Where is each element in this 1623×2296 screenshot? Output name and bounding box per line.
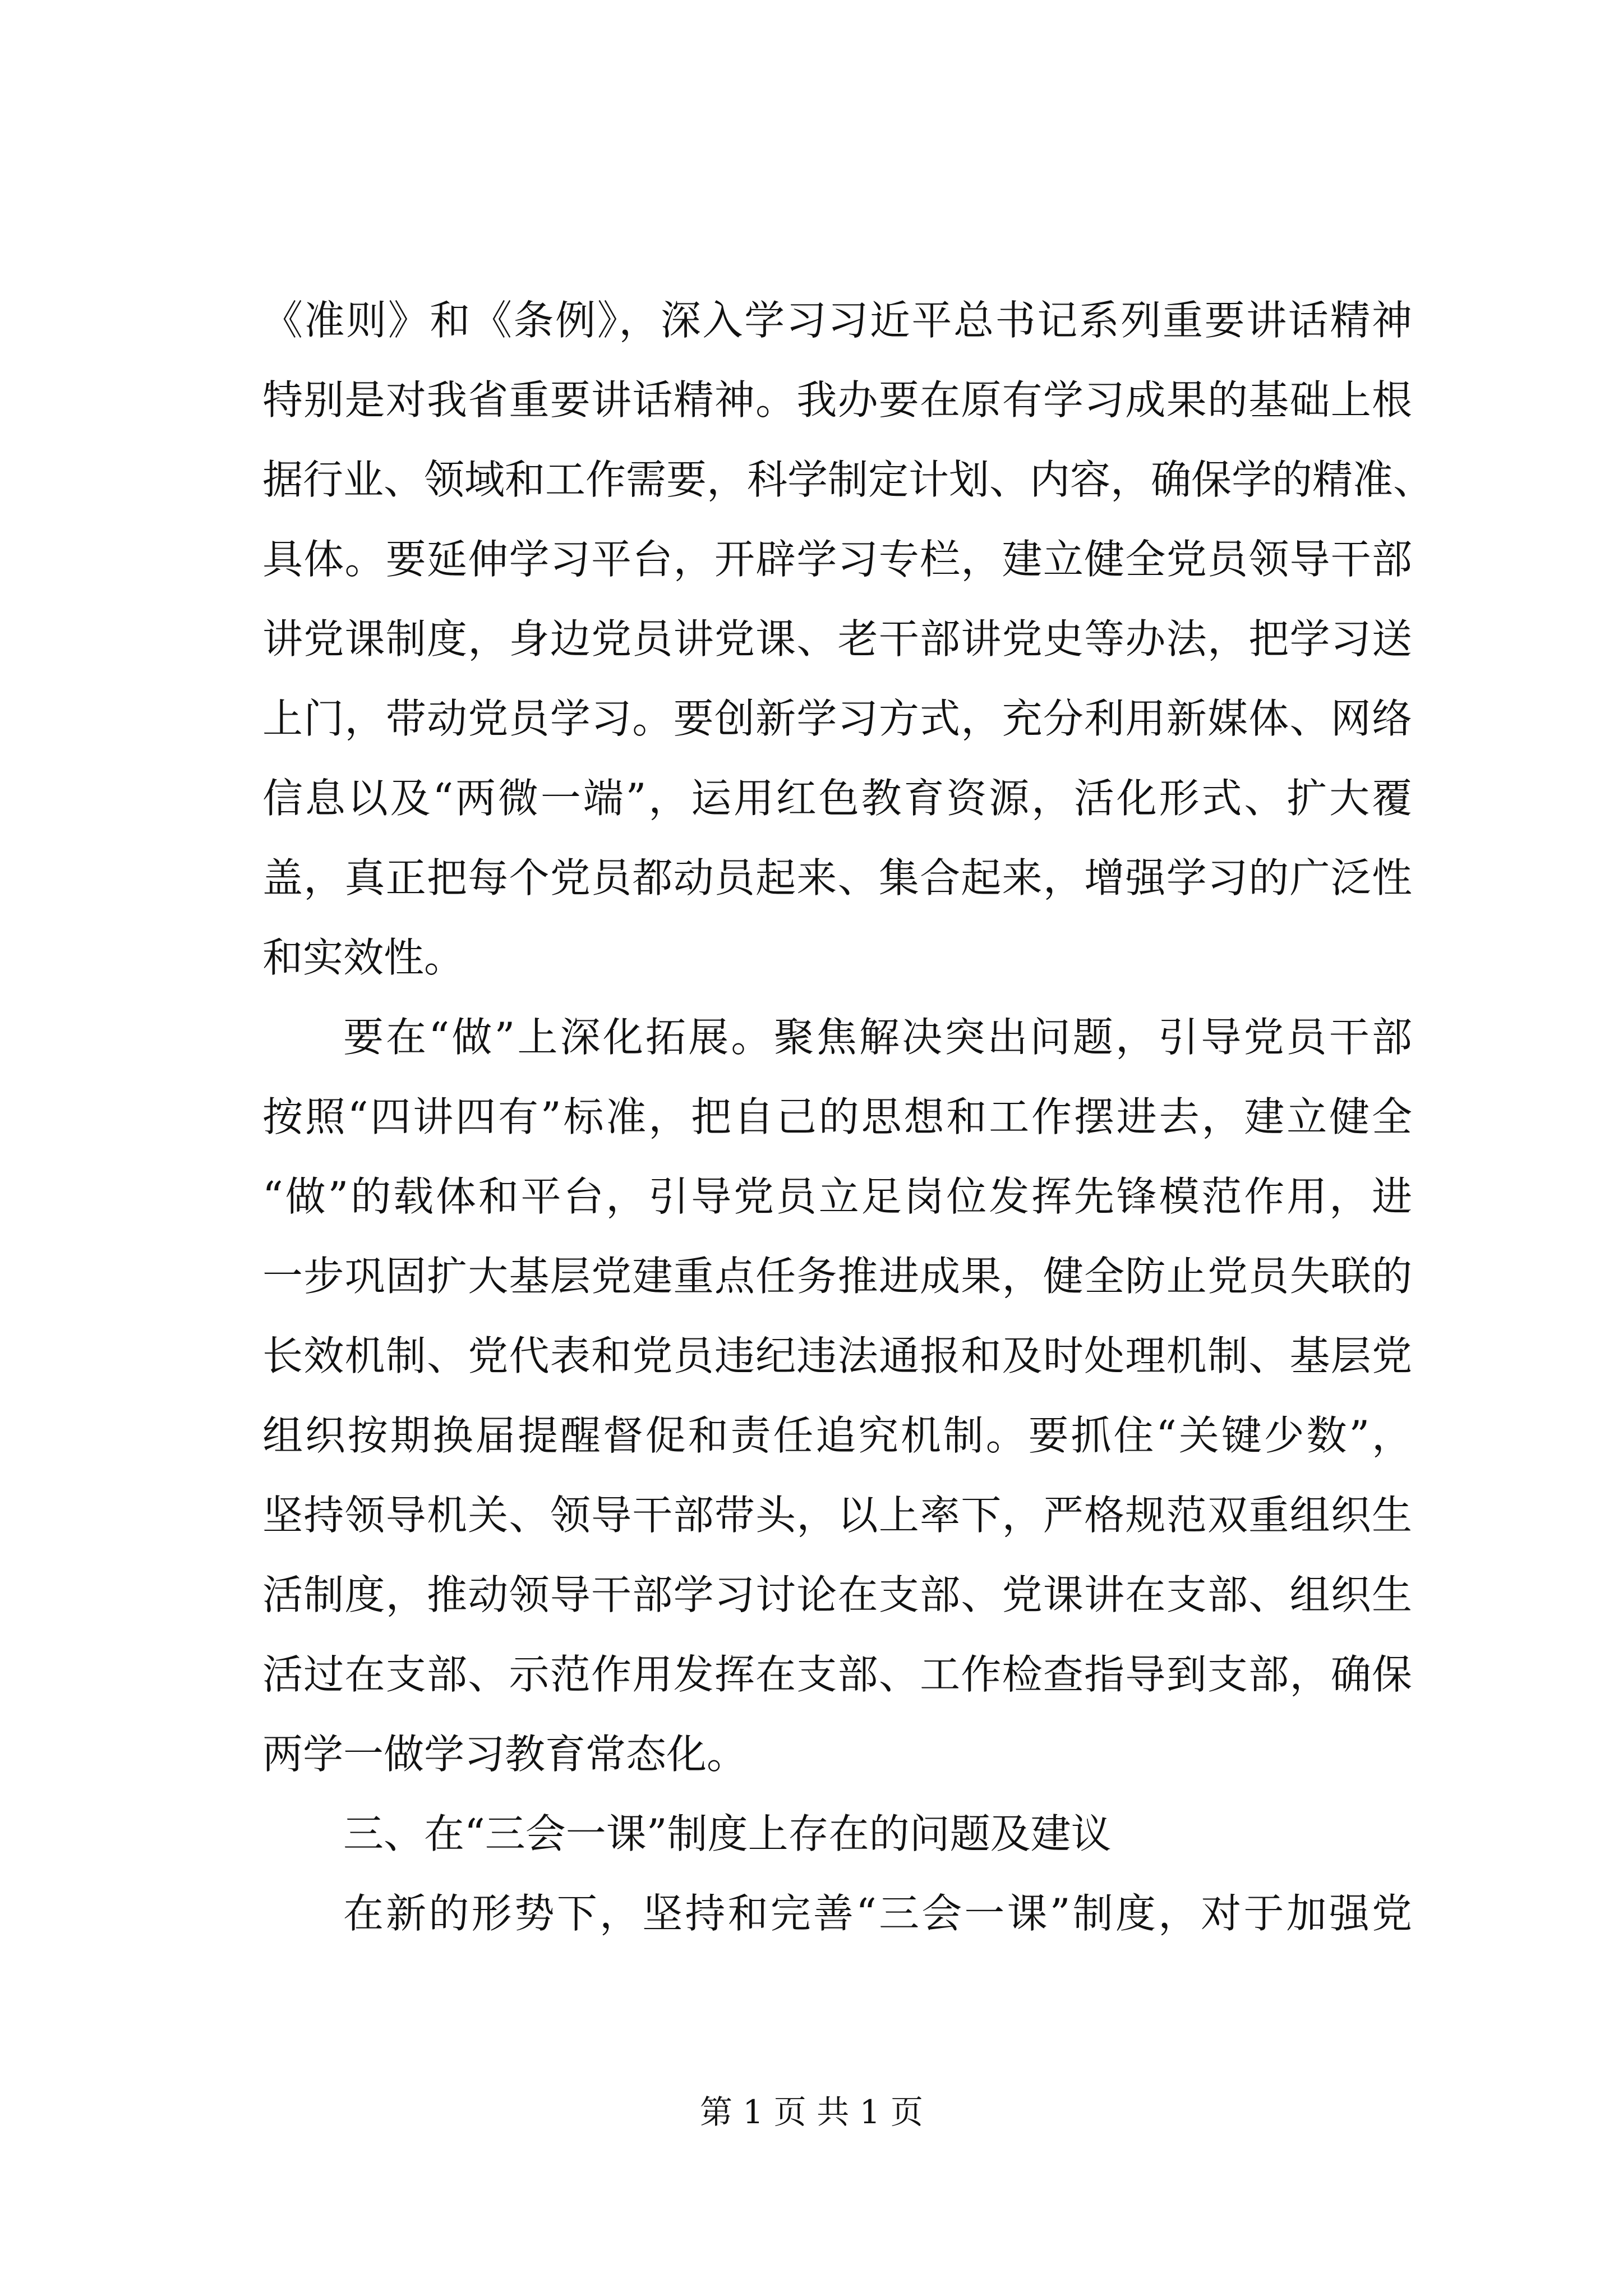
paragraph-line: 按照“四讲四有”标准，把自己的思想和工作摆进去，建立健全: [262, 1093, 1412, 1140]
section-heading: [262, 1794, 1412, 1874]
paragraph-line: “做”的载体和平台，引导党员立足岗位发挥先锋模范作用，进: [262, 1173, 1412, 1220]
paragraph-line: 讲党课制度，身边党员讲党课、老干部讲党史等办法，把学习送: [262, 615, 1412, 662]
document-body: [262, 280, 1434, 1953]
paragraph-1: [262, 280, 1434, 997]
paragraph-line: 在新的形势下，坚持和完善“三会一课”制度，对于加强党: [343, 1890, 1412, 1937]
paragraph-line: 要在“做”上深化拓展。聚焦解决突出问题，引导党员干部: [343, 1014, 1412, 1061]
section-heading-text: 三、在“三会一课”制度上存在的问题及建议: [343, 1810, 1112, 1857]
paragraph-line: 和实效性。: [262, 934, 465, 981]
paragraph-line: 据行业、领域和工作需要，科学制定计划、内容，确保学的精准、: [262, 456, 1434, 503]
paragraph-line: 一步巩固扩大基层党建重点任务推进成果，健全防止党员失联的: [262, 1253, 1412, 1300]
paragraph-line: 活过在支部、示范作用发挥在支部、工作检查指导到支部，确保: [262, 1651, 1412, 1698]
page-footer: 第 1 页 共 1 页: [700, 2093, 923, 2131]
paragraph-line: 特别是对我省重要讲话精神。我办要在原有学习成果的基础上根: [262, 376, 1412, 424]
paragraph-4: [262, 1874, 1412, 1953]
paragraph-2: [262, 997, 1412, 1794]
paragraph-line: 活制度，推动领导干部学习讨论在支部、党课讲在支部、组织生: [262, 1571, 1412, 1618]
paragraph-line: 组织按期换届提醒督促和责任追究机制。要抓住“关键少数”，: [262, 1412, 1412, 1459]
paragraph-line: 具体。要延伸学习平台，开辟学习专栏，建立健全党员领导干部: [262, 536, 1412, 583]
paragraph-line: 上门，带动党员学习。要创新学习方式，充分利用新媒体、网络: [262, 695, 1412, 742]
paragraph-line: 盖，真正把每个党员都动员起来、集合起来，增强学习的广泛性: [262, 854, 1412, 901]
paragraph-line: 长效机制、党代表和党员违纪违法通报和及时处理机制、基层党: [262, 1332, 1412, 1379]
paragraph-line: 《准则》和《条例》，深入学习习近平总书记系列重要讲话精神: [262, 297, 1412, 344]
paragraph-line: 信息以及“两微一端”，运用红色教育资源，活化形式、扩大覆: [262, 775, 1412, 822]
paragraph-line: 坚持领导机关、领导干部带头，以上率下，严格规范双重组织生: [262, 1492, 1412, 1539]
paragraph-line: 两学一做学习教育常态化。: [262, 1731, 748, 1778]
